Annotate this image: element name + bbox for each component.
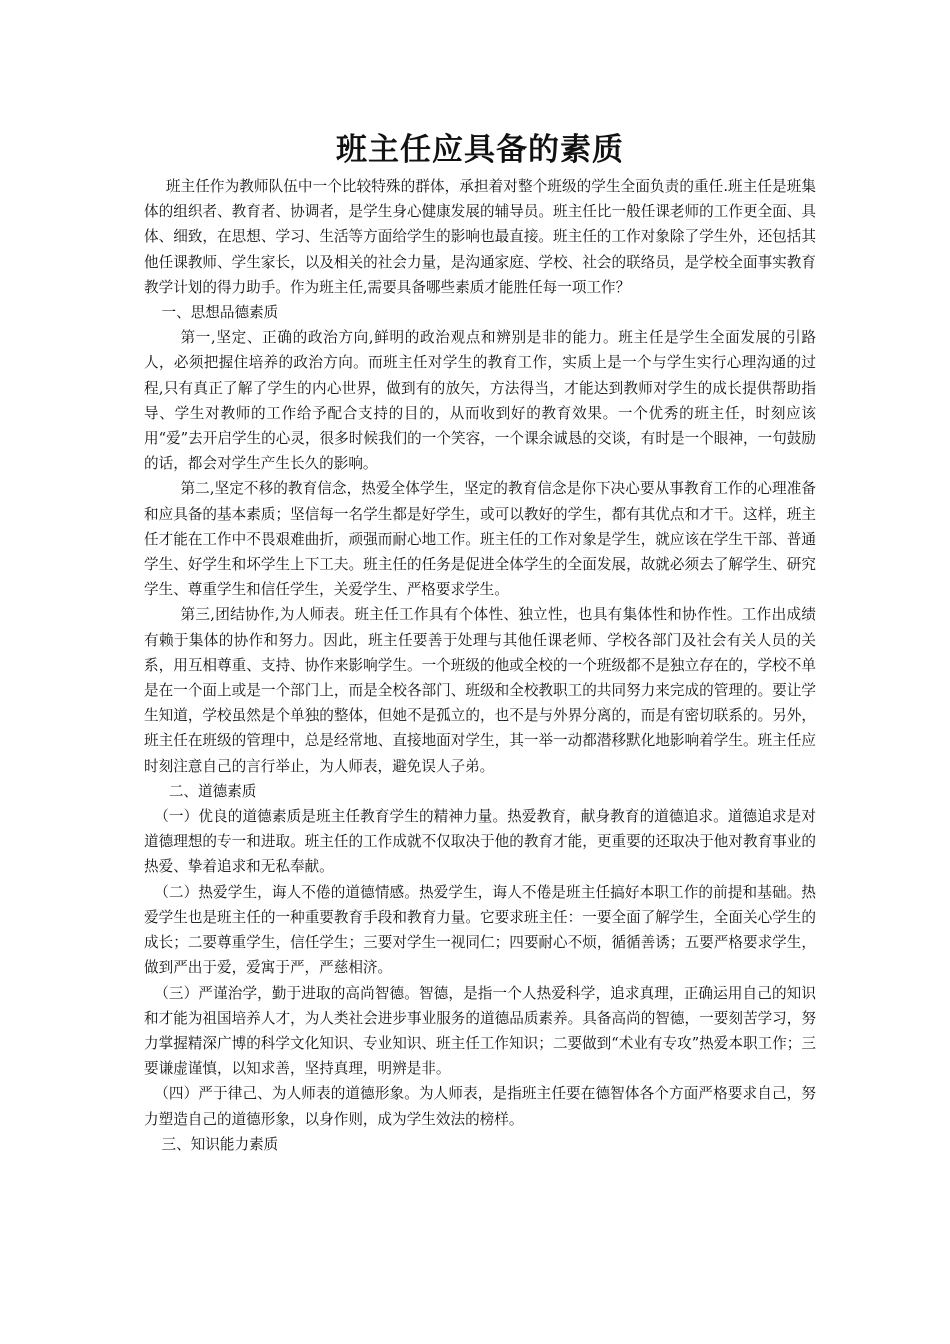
section2-item-4: （四）严于律己、为人师表的道德形象。为人师表，是指班主任要在德智体各个方面严格要求自己，努力塑造自己的道德形象，以身作则，成为学生效法的榜样。 <box>144 1085 816 1128</box>
section-heading-1: 一、思想品德素质 <box>161 304 279 322</box>
document-title: 班主任应具备的素质 <box>336 132 624 168</box>
section-heading-2: 二、道德素质 <box>168 782 257 800</box>
section1-paragraph-3: 第三,团结协作,为人师表。班主任工作具有个体性、独立性，也具有集体性和协作性。工作出成绩有赖于集体的协作和努力。因此，班主任要善于处理与其他任课老师、学校各部门及社会有关人员的关系，用互相尊重、支持、协作来影响学生。一个班级的他或全校的一个班级都不是独立存在的，学校不单是在一个面上或是一个部门上，而是全校各部门、班级和全校教职工的共同努力来完成的管理的。要让学生知道，学校虽然是个单独的整体，但她不是孤立的，也不是与外界分离的，而是有密切联系的。另外，班主任在班级的管理中，总是经常地、直接地面对学生，其一举一动都潜移默化地影响着学生。班主任应时刻注意自己的言行举止，为人师表，避免误人子弟。 <box>144 606 816 775</box>
section1-paragraph-2: 第二,坚定不移的教育信念，热爱全体学生，坚定的教育信念是你下决心要从事教育工作的心理准备和应具备的基本素质；坚信每一名学生都是好学生，或可以教好的学生，都有其优点和才干。这样，班主任才能在工作中不畏艰难曲折，顽强而耐心地工作。班主任的工作对象是学生，就应该在学生干部、普通学生、好学生和坏学生上下工夫。班主任的任务是促进全体学生的全面发展，故就必须去了解学生、研究学生、尊重学生和信任学生，关爱学生、严格要求学生。 <box>144 480 816 599</box>
section1-paragraph-1: 第一,坚定、正确的政治方向,鲜明的政治观点和辨别是非的能力。班主任是学生全面发展的引路人，必须把握住培养的政治方向。而班主任对学生的教育工作，实质上是一个与学生实行心理沟通的过程,只有真正了解了学生的内心世界，做到有的放矢，方法得当，才能达到教师对学生的成长提供帮助指导、学生对教师的工作给予配合支持的目的，从而收到好的教育效果。一个优秀的班主任，时刻应该用“爱”去开启学生的心灵，很多时候我们的一个笑容，一个课余诚恳的交谈，有时是一个眼神，一句鼓励的话，都会对学生产生长久的影响。 <box>144 329 816 473</box>
section-heading-3: 三、知识能力素质 <box>161 1135 279 1153</box>
section2-item-2: （二）热爱学生，诲人不倦的道德情感。热爱学生，诲人不倦是班主任搞好本职工作的前提和基础。热爱学生也是班主任的一种重要教育手段和教育力量。它要求班主任：一要全面了解学生，全面关心学生的成长；二要尊重学生，信任学生；三要对学生一视同仁；四要耐心不烦，循循善诱；五要严格要求学生，做到严出于爱，爱寓于严，严慈相济。 <box>144 883 816 977</box>
section2-item-3: （三）严谨治学，勤于进取的高尚智德。智德，是指一个人热爱科学，追求真理，正确运用自己的知识和才能为祖国培养人才，为人类社会进步事业服务的道德品质素养。具备高尚的智德，一要刻苦学习，努力掌握精深广博的科学文化知识、专业知识、班主任工作知识；二要做到“术业有专攻”热爱本职工作；三要谦虚谨慎，以知求善，坚持真理，明辨是非。 <box>144 984 816 1078</box>
section2-item-1: （一）优良的道德素质是班主任教育学生的精神力量。热爱教育，献身教育的道德追求。道德追求是对道德理想的专一和进取。班主任的工作成就不仅取决于他的教育才能，更重要的还取决于他对教育事业的热爱、挚着追求和无私奉献。 <box>144 808 816 876</box>
intro-paragraph: 班主任作为教师队伍中一个比较特殊的群体，承担着对整个班级的学生全面负责的重任.班主任是班集体的组织者、教育者、协调者，是学生身心健康发展的辅导员。班主任比一般任课老师的工作更全面、具体、细致，在思想、学习、生活等方面给学生的影响也最直接。班主任的工作对象除了学生外，还包括其他任课教师、学生家长，以及相关的社会力量，是沟通家庭、学校、社会的联络员，是学校全面事实教育教学计划的得力助手。作为班主任,需要具备哪些素质才能胜任每一项工作？ <box>144 178 816 296</box>
